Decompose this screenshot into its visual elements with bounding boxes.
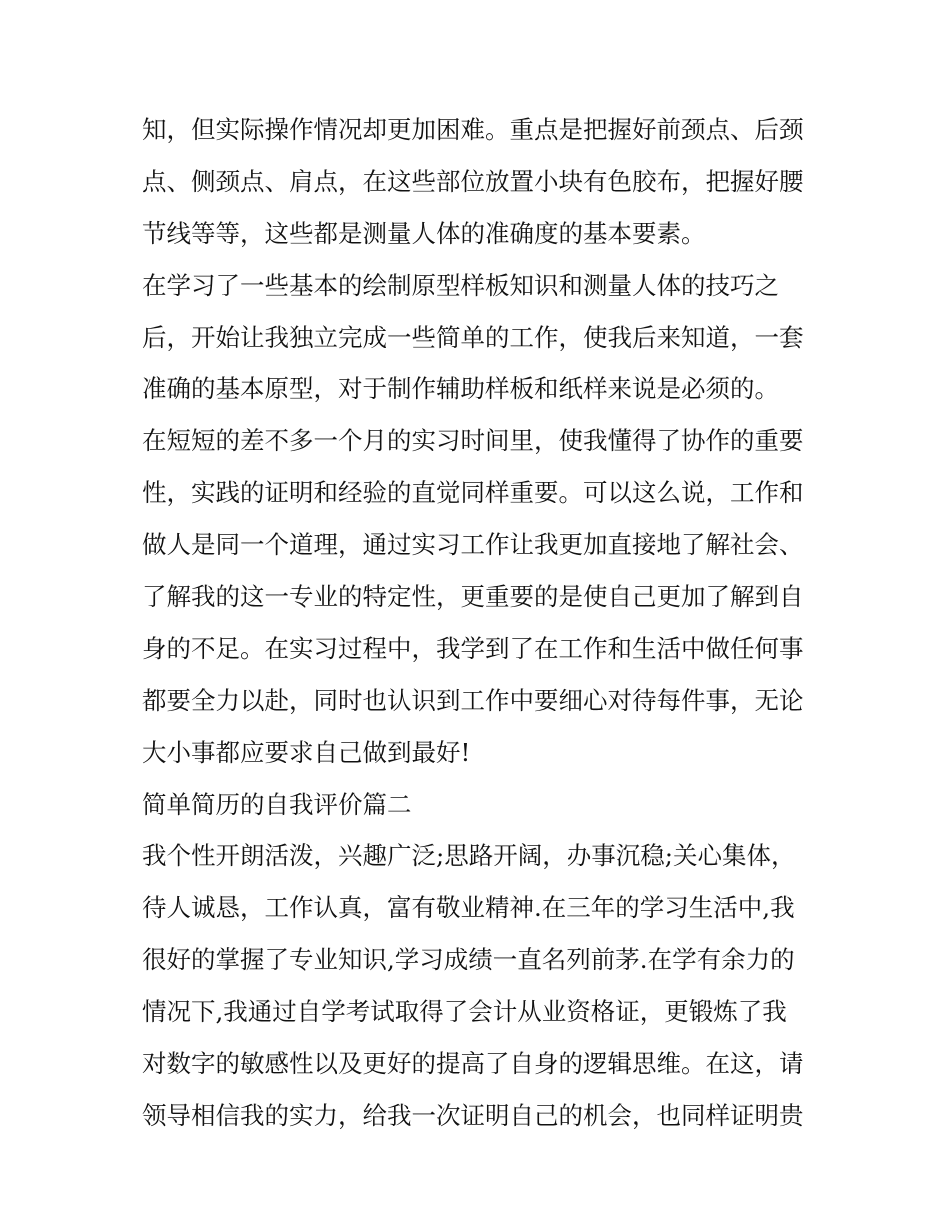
text-line: 领导相信我的实力，给我一次证明自己的机会，也同样证明贵 — [142, 1100, 804, 1130]
text-line: 了解我的这一专业的特定性，更重要的是使自己更加了解到自 — [142, 582, 804, 612]
text-line: 性，实践的证明和经验的直觉同样重要。可以这么说，工作和 — [142, 478, 804, 508]
text-line: 对数字的敏感性以及更好的提高了自身的逻辑思维。在这，请 — [142, 1049, 804, 1079]
text-line: 都要全力以赴，同时也认识到工作中要细心对待每件事，无论 — [142, 685, 804, 715]
text-line: 待人诚恳，工作认真，富有敬业精神.在三年的学习生活中,我 — [142, 893, 795, 923]
text-line: 在短短的差不多一个月的实习时间里，使我懂得了协作的重要 — [142, 426, 804, 456]
text-line: 很好的掌握了专业知识,学习成绩一直名列前茅.在学有余力的 — [142, 945, 795, 975]
text-line: 点、侧颈点、肩点，在这些部位放置小块有色胶布，把握好腰 — [142, 166, 804, 196]
section-heading: 简单简历的自我评价篇二 — [142, 789, 412, 819]
text-line: 知，但实际操作情况却更加困难。重点是把握好前颈点、后颈 — [142, 115, 804, 144]
text-line: 在学习了一些基本的绘制原型样板知识和测量人体的技巧之 — [142, 270, 779, 300]
text-line: 后，开始让我独立完成一些简单的工作，使我后来知道，一套 — [142, 322, 804, 352]
text-line: 我个性开朗活泼，兴趣广泛;思路开阔，办事沉稳;关心集体， — [142, 841, 796, 871]
text-line: 身的不足。在实习过程中，我学到了在工作和生活中做任何事 — [142, 633, 804, 663]
text-line: 情况下,我通过自学考试取得了会计从业资格证，更锻炼了我 — [142, 997, 787, 1027]
document-body — [142, 104, 822, 1142]
text-line: 做人是同一个道理，通过实习工作让我更加直接地了解社会、 — [142, 530, 804, 560]
text-line: 准确的基本原型，对于制作辅助样板和纸样来说是必须的。 — [142, 374, 779, 404]
text-line: 大小事都应要求自己做到最好! — [142, 737, 471, 767]
text-line: 节线等等，这些都是测量人体的准确度的基本要素。 — [142, 218, 706, 248]
